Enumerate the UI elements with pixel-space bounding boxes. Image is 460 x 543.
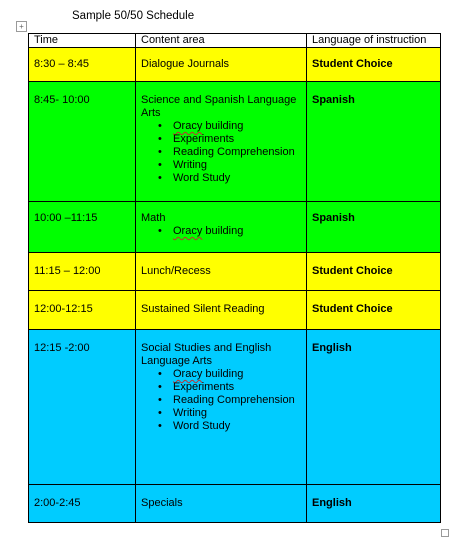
- topic-text: Writing: [173, 159, 208, 171]
- topic-list: [141, 368, 301, 433]
- language-cell: English: [307, 485, 441, 523]
- content-cell: [136, 330, 307, 485]
- schedule-row: [29, 485, 441, 523]
- topic-text: Experiments: [173, 381, 235, 393]
- content-title: Sustained Silent Reading: [141, 303, 265, 315]
- language-cell: Spanish: [307, 202, 441, 253]
- topic-item: [173, 381, 301, 394]
- content-title: Social Studies and English Language Arts: [141, 342, 272, 367]
- topic-text: Word Study: [173, 420, 231, 432]
- content-title: Dialogue Journals: [141, 58, 230, 70]
- topic-item: [173, 133, 301, 146]
- topic-text: Oracy building: [173, 120, 244, 132]
- schedule-row: [29, 253, 441, 291]
- topic-list: [141, 120, 301, 185]
- topic-text: Experiments: [173, 133, 235, 145]
- topic-item: [173, 120, 301, 133]
- topic-item: [173, 407, 301, 420]
- header-content-area: Content area: [136, 34, 307, 48]
- topic-item: [173, 368, 301, 381]
- time-cell: 2:00-2:45: [29, 485, 136, 523]
- content-title: Science and Spanish Language Arts: [141, 94, 297, 119]
- page-title: Sample 50/50 Schedule: [72, 10, 195, 22]
- schedule-row: [29, 330, 441, 485]
- topic-item: [173, 394, 301, 407]
- content-cell: [136, 48, 307, 82]
- header-time: Time: [29, 34, 136, 48]
- content-title: Specials: [141, 497, 183, 509]
- header-language: Language of instruction: [307, 34, 441, 48]
- topic-item: [173, 146, 301, 159]
- content-cell: [136, 253, 307, 291]
- content-cell: [136, 82, 307, 202]
- language-cell: Student Choice: [307, 291, 441, 330]
- schedule-row: [29, 291, 441, 330]
- schedule-row: [29, 82, 441, 202]
- schedule-row: [29, 202, 441, 253]
- language-cell: Spanish: [307, 82, 441, 202]
- topic-text: Oracy building: [173, 368, 244, 380]
- time-cell: 8:45- 10:00: [29, 82, 136, 202]
- language-cell: Student Choice: [307, 253, 441, 291]
- content-cell: [136, 202, 307, 253]
- topic-text: Reading Comprehension: [173, 146, 295, 158]
- time-cell: 10:00 –11:15: [29, 202, 136, 253]
- topic-text: Oracy building: [173, 225, 244, 237]
- topic-item: [173, 172, 301, 185]
- topic-text: Writing: [173, 407, 208, 419]
- topic-list: [141, 225, 301, 238]
- content-title: Math: [141, 212, 166, 224]
- time-cell: 12:15 -2:00: [29, 330, 136, 485]
- content-cell: [136, 485, 307, 523]
- time-cell: 12:00-12:15: [29, 291, 136, 330]
- table-resize-handle[interactable]: [441, 529, 449, 537]
- header-row: [29, 34, 441, 48]
- schedule-row: [29, 48, 441, 82]
- topic-item: [173, 420, 301, 433]
- topic-text: Word Study: [173, 172, 231, 184]
- language-cell: English: [307, 330, 441, 485]
- topic-text: Reading Comprehension: [173, 394, 295, 406]
- language-cell: Student Choice: [307, 48, 441, 82]
- time-cell: 11:15 – 12:00: [29, 253, 136, 291]
- schedule-table: [28, 33, 441, 523]
- time-cell: 8:30 – 8:45: [29, 48, 136, 82]
- content-title: Lunch/Recess: [141, 265, 211, 277]
- topic-item: [173, 225, 301, 238]
- topic-item: [173, 159, 301, 172]
- table-move-handle-icon[interactable]: +: [16, 21, 27, 32]
- content-cell: [136, 291, 307, 330]
